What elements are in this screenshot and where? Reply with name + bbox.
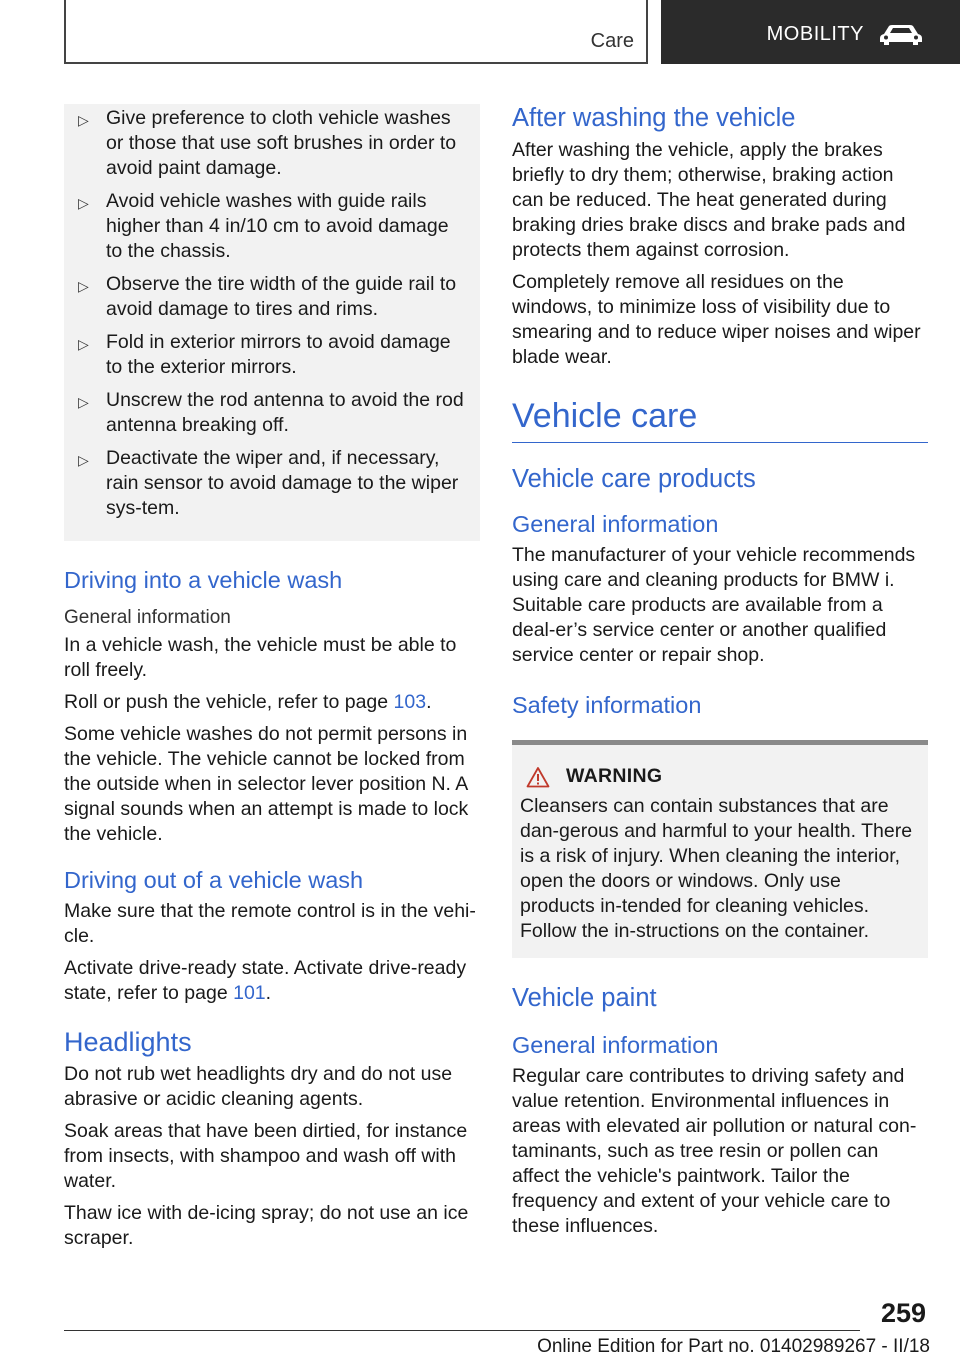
warning-text: Cleansers can contain substances that are dan‐gerous and harmful to your health. There is a risk of injury. When cleaning the interior, open the doors or windows. Only use products in‐tended for cleaning vehicles. Follow the in‐structions on the container. [520, 795, 913, 942]
paragraph: Soak areas that have been dirtied, for instance from insects, with shampoo and wash off with water. [64, 1120, 468, 1192]
car-icon [878, 22, 924, 46]
footer-rule [64, 1330, 860, 1331]
header-frame [64, 0, 648, 64]
paragraph: Do not rub wet headlights dry and do not use abrasive or acidic cleaning agents. [64, 1063, 453, 1110]
paragraph: Some vehicle washes do not permit persons in the vehicle. The vehicle cannot be locked from the outside when in selector lever position N. A signal sounds when an attempt is made to lock the vehicle. [64, 723, 469, 845]
triangle-bullet-icon: ▷ [78, 452, 89, 468]
vehicle-care-heading: Vehicle care [512, 397, 698, 435]
paragraph: The manufacturer of your vehicle recommends using care and cleaning products for BMW i. Suitable care products are available from a deal‐er’s service center or another qualified service center or repair shop. [512, 544, 916, 666]
page-link-101[interactable]: 101 [233, 982, 266, 1004]
warning-box [512, 740, 928, 958]
vehicle-care-title-rule [512, 396, 928, 443]
triangle-bullet-icon: ▷ [78, 394, 89, 410]
headlights-heading: Headlights [64, 1027, 192, 1057]
warning-triangle-icon [526, 766, 550, 788]
paragraph: Regular care contributes to driving safety and value retention. Environmental influences in areas with elevated air pollution or natural con‐taminants, such as tree resin or pollen can affect the vehicle's paintwork. Tailor the frequency and extent of your vehicle care to these influences. [512, 1065, 917, 1237]
paragraph: Make sure that the remote control is in the vehi‐cle. [64, 900, 476, 947]
general-info-heading: General information [512, 511, 719, 537]
vehicle-wash-tips-list [76, 106, 468, 521]
chapter-label: MOBILITY [766, 22, 864, 45]
general-info-subheading: General information [64, 607, 231, 628]
list-item: ▷ Avoid vehicle washes with guide rails higher than 4 in/10 cm to avoid damage to the chassis. [78, 190, 449, 262]
after-washing-heading: After washing the vehicle [512, 104, 796, 132]
care-products-heading: Vehicle care products [512, 465, 756, 493]
paragraph: Thaw ice with de-icing spray; do not use an ice scraper. [64, 1202, 469, 1249]
paragraph: In a vehicle wash, the vehicle must be able to roll freely. [64, 634, 457, 681]
left-column [64, 104, 480, 1258]
list-item: ▷ Deactivate the wiper and, if necessary, rain sensor to avoid damage to the wiper sys‐tem. [78, 447, 459, 519]
driving-out-wash-heading: Driving out of a vehicle wash [64, 867, 364, 893]
list-item: ▷ Unscrew the rod antenna to avoid the rod antenna breaking off. [78, 389, 464, 436]
triangle-bullet-icon: ▷ [78, 278, 89, 294]
list-item: ▷ Give preference to cloth vehicle washes or those that use soft brushes in order to avoid paint damage. [78, 107, 457, 179]
edition-footer: Online Edition for Part no. 01402989267 - II/18 [537, 1336, 930, 1357]
paragraph-with-link: Activate drive-ready state. Activate drive-ready state, refer to page 101. [64, 957, 467, 1004]
triangle-bullet-icon: ▷ [78, 112, 89, 128]
vehicle-wash-tips-box [64, 104, 480, 541]
chapter-tab [661, 0, 960, 64]
triangle-bullet-icon: ▷ [78, 195, 89, 211]
list-item: ▷ Observe the tire width of the guide rail to avoid damage to tires and rims. [78, 273, 457, 320]
triangle-bullet-icon: ▷ [78, 336, 89, 352]
safety-info-heading: Safety information [512, 692, 702, 718]
warning-title: WARNING [566, 765, 663, 787]
vehicle-paint-heading: Vehicle paint [512, 984, 657, 1012]
list-item: ▷ Fold in exterior mirrors to avoid damage to the exterior mirrors. [78, 331, 451, 378]
paint-general-info-heading: General information [512, 1032, 719, 1058]
paragraph-with-link: Roll or push the vehicle, refer to page 103. [64, 691, 432, 713]
paragraph: After washing the vehicle, apply the brakes briefly to dry them; otherwise, braking action can be reduced. The heat generated during braking dries brake discs and brake pads and protects them against corrosion. [512, 139, 906, 261]
page-link-103[interactable]: 103 [393, 691, 427, 713]
warning-header [526, 765, 920, 788]
driving-into-wash-heading: Driving into a vehicle wash [64, 567, 343, 593]
section-label: Care [590, 30, 634, 52]
paragraph: Completely remove all residues on the windows, to minimize loss of visibility due to smearing and to reduce wiper noises and wiper blade wear. [512, 271, 921, 368]
page-number: 259 [880, 1298, 926, 1328]
right-column [512, 104, 928, 1246]
